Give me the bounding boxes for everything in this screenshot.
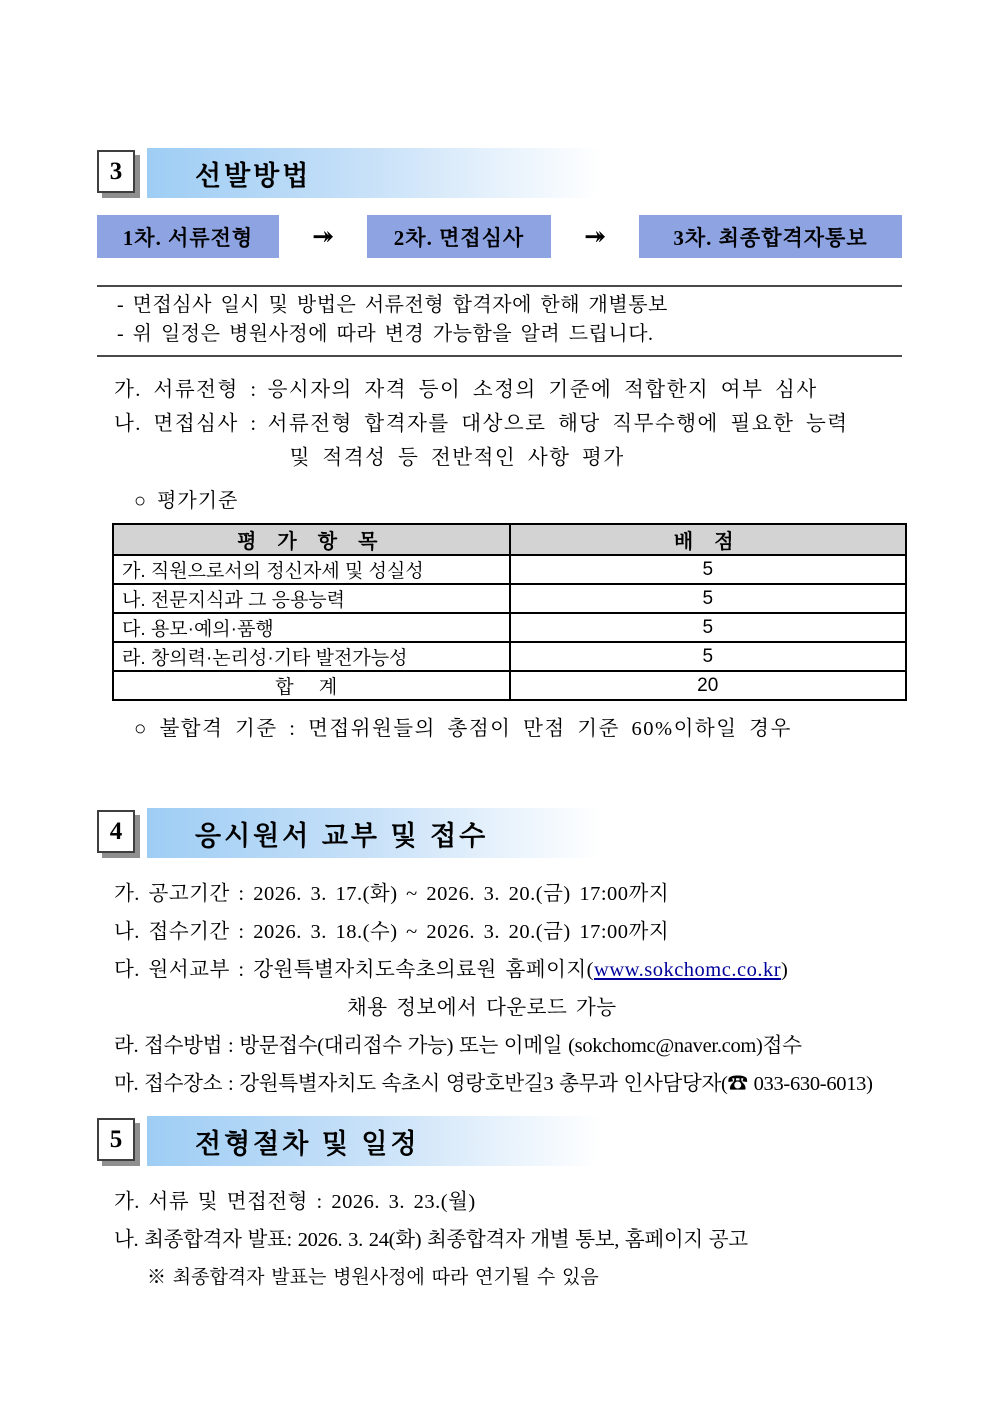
item-text-line1: 서류전형 합격자를 대상으로 해당 직무수행에 필요한 능력	[267, 413, 849, 435]
item-text-line1: 응시자의 자격 등이 소정의 기준에 적합한지 여부 심사	[267, 379, 818, 401]
list-item: 가. 공고기간 : 2026. 3. 17.(화) ~ 2026. 3. 20.(금) 17:00까지	[114, 883, 670, 905]
table-row	[113, 642, 906, 671]
arrow-right-icon: ↠	[312, 221, 334, 251]
criteria-cell: 라. 창의력·논리성·기타 발전가능성	[113, 642, 510, 671]
section5-items	[97, 1190, 895, 1290]
section5-number-box: 5	[97, 1118, 135, 1161]
evaluation-table	[112, 523, 907, 701]
process-note-box	[97, 285, 902, 357]
list-item	[114, 407, 895, 475]
section4-header	[97, 808, 895, 858]
item-text	[268, 373, 818, 407]
arrow-right-icon: ↠	[584, 221, 606, 251]
item-text: 다. 원서교부 : 강원특별자치도속초의료원 홈페이지(	[114, 959, 595, 981]
list-item	[114, 373, 895, 407]
section3-number-box: 3	[97, 150, 135, 193]
table-row	[113, 555, 906, 584]
section4-title: 응시원서 교부 및 접수	[147, 808, 625, 858]
selection-descriptions	[97, 373, 895, 475]
score-cell: 5	[510, 555, 907, 584]
hospital-website-link[interactable]: www.sokchomc.co.kr	[594, 959, 782, 981]
score-cell: 5	[510, 642, 907, 671]
process-step-1: 1차. 서류전형	[97, 215, 279, 258]
evaluation-criteria-heading: ○ 평가기준	[134, 490, 239, 512]
column-header-score: 배 점	[510, 524, 907, 555]
total-label-cell: 합 계	[113, 671, 510, 700]
score-cell: 5	[510, 613, 907, 642]
section4-number-box: 4	[97, 810, 135, 853]
list-item: 마. 접수장소 : 강원특별자치도 속초시 영랑호반길3 총무과 인사담당자(☎ 033-630-6013)	[114, 1073, 873, 1095]
table-total-row	[113, 671, 906, 700]
score-cell: 5	[510, 584, 907, 613]
section3-title: 선발방법	[147, 148, 625, 198]
item-text: )	[781, 959, 789, 981]
selection-process-flow	[97, 215, 902, 258]
table-row	[113, 584, 906, 613]
section5-header	[97, 1116, 895, 1166]
list-item: 나. 접수기간 : 2026. 3. 18.(수) ~ 2026. 3. 20.(금) 17:00까지	[114, 921, 670, 943]
list-item: 가. 서류 및 면접전형 : 2026. 3. 23.(월)	[114, 1191, 476, 1213]
criteria-cell: 나. 전문지식과 그 응용능력	[113, 584, 510, 613]
item-label: 가. 서류전형 :	[114, 379, 258, 401]
process-step-2: 2차. 면접심사	[367, 215, 551, 258]
table-row	[113, 613, 906, 642]
footnote: ※ 최종합격자 발표는 병원사정에 따라 연기될 수 있음	[147, 1267, 599, 1288]
criteria-cell: 다. 용모·예의·품행	[113, 613, 510, 642]
list-item	[114, 958, 895, 982]
table-header-row	[113, 524, 906, 555]
section-schedule	[97, 1116, 895, 1290]
criteria-cell: 가. 직원으로서의 정신자세 및 성실성	[113, 555, 510, 584]
item-text	[268, 407, 849, 475]
section5-title: 전형절차 및 일정	[147, 1116, 625, 1166]
section-application-submission	[97, 808, 895, 1096]
process-step-3: 3차. 최종합격자통보	[639, 215, 902, 258]
list-item: 나. 최종합격자 발표: 2026. 3. 24(화) 최종합격자 개별 통보, 홈페이지 공고	[114, 1229, 748, 1251]
fail-criteria-note: ○ 불합격 기준 : 면접위원들의 총점이 만점 기준 60%이하일 경우	[134, 718, 792, 740]
list-item-continuation: 채용 정보에서 다운로드 가능	[347, 997, 617, 1019]
section-selection-method	[97, 148, 895, 744]
note-line: - 위 일정은 병원사정에 따라 변경 가능함을 알려 드립니다.	[117, 323, 654, 345]
item-label: 나. 면접심사 :	[114, 413, 258, 435]
total-score-cell: 20	[510, 671, 907, 700]
note-line: - 면접심사 일시 및 방법은 서류전형 합격자에 한해 개별통보	[117, 294, 668, 316]
list-item: 라. 접수방법 : 방문접수(대리접수 가능) 또는 이메일 (sokchomc@naver.com)접수	[114, 1035, 802, 1057]
item-text-line2: 및 적격성 등 전반적인 사항 평가	[289, 447, 625, 469]
section4-items	[97, 882, 895, 1096]
section3-header	[97, 148, 895, 198]
column-header-item: 평 가 항 목	[113, 524, 510, 555]
